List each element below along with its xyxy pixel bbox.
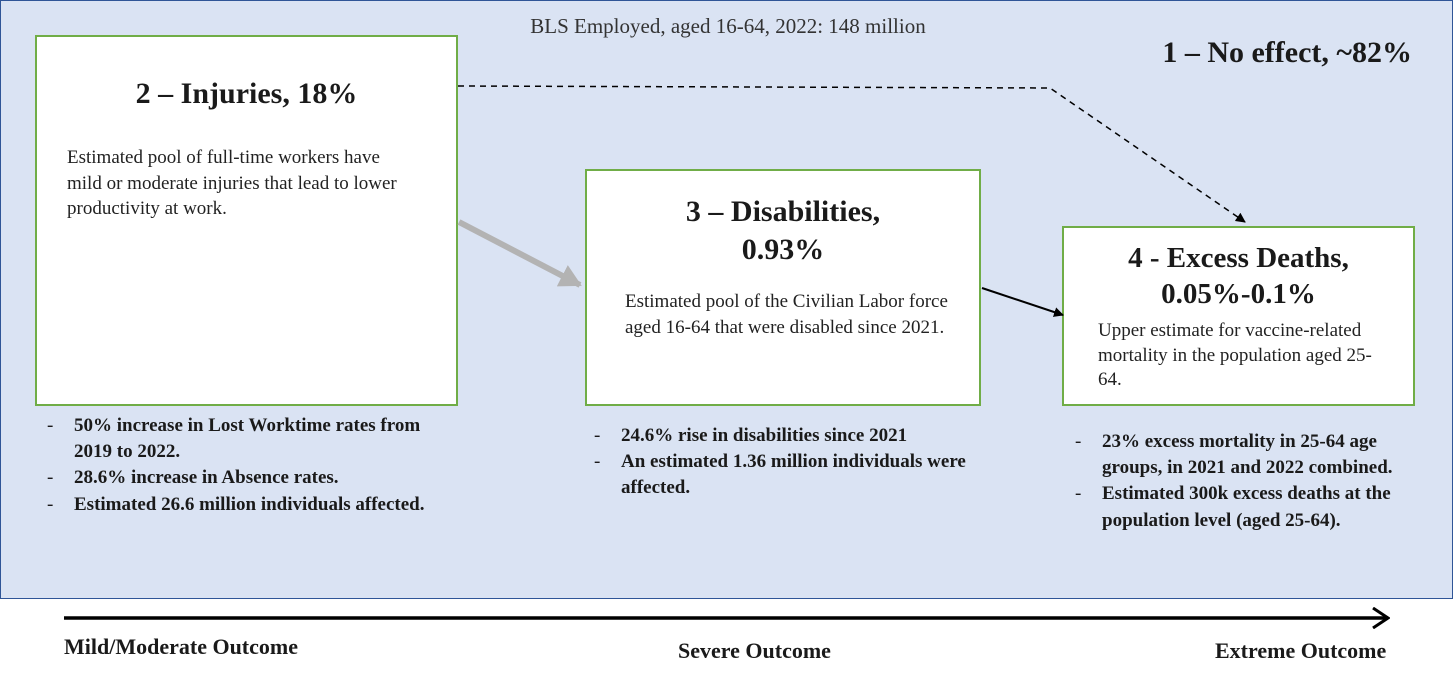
disabilities-title-line2: 0.93%	[741, 232, 825, 266]
axis-label-mild: Mild/Moderate Outcome	[64, 634, 298, 659]
list-item: - 28.6% increase in Absence rates.	[47, 465, 427, 491]
disabilities-title-line1: 3 – Disabilities,	[685, 195, 881, 228]
dashed-arrow-no-effect-to-deaths	[458, 86, 1245, 222]
injuries-title: 2 – Injuries, 18%	[135, 77, 358, 110]
list-item: - 50% increase in Lost Worktime rates from 2019 to 2022.	[47, 413, 427, 465]
disabilities-description: Estimated pool of the Civilian Labor force aged 16-64 that were disabled since 2021.	[625, 291, 948, 338]
excess-deaths-title-line2: 0.05%-0.1%	[1161, 278, 1316, 311]
list-item: - 23% excess mortality in 25-64 age groups, in 2021 and 2022 combined.	[1075, 429, 1395, 481]
excess-deaths-title-line1: 4 - Excess Deaths,	[1128, 242, 1349, 274]
axis-label-severe: Severe Outcome	[678, 638, 831, 663]
arrow-disabilities-to-deaths	[982, 288, 1063, 315]
grey-arrow-injuries-to-disabilities	[459, 222, 580, 285]
injuries-description: Estimated pool of full-time workers have mild or moderate injuries that lead to lower productivity at work.	[67, 147, 397, 220]
list-item: - 24.6% rise in disabilities since 2021	[594, 423, 974, 449]
axis-label-extreme: Extreme Outcome	[1215, 638, 1387, 663]
excess-deaths-description: Upper estimate for vaccine-related mortality in the population aged 25-64.	[1098, 320, 1372, 391]
population-caption: BLS Employed, aged 16-64, 2022: 148 million	[530, 14, 926, 38]
list-item: - Estimated 26.6 million individuals affected.	[47, 492, 427, 518]
list-item: - An estimated 1.36 million individuals were affected.	[594, 449, 974, 501]
list-item: - Estimated 300k excess deaths at the population level (aged 25-64).	[1075, 481, 1395, 533]
no-effect-label: 1 – No effect, ~82%	[1162, 36, 1412, 69]
